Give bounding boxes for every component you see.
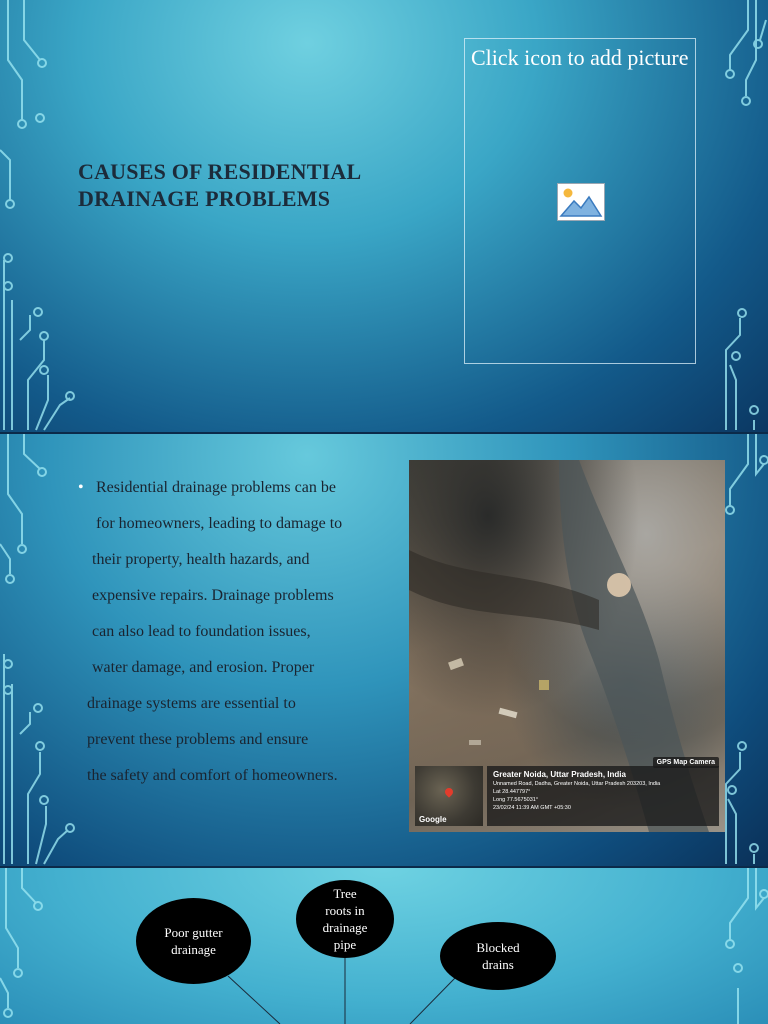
cause-label: pipe <box>333 937 357 952</box>
cause-label: drainage <box>171 942 216 957</box>
body-line: Residential drainage problems can be <box>96 479 336 496</box>
slide-title[interactable] <box>0 0 768 432</box>
map-pin-icon <box>443 786 454 797</box>
cause-label: drains <box>482 957 514 972</box>
cause-tree-roots[interactable] <box>296 880 394 958</box>
gps-lat: Lat 28.447797° <box>493 789 531 795</box>
body-line: expensive repairs. Drainage problems <box>92 587 334 604</box>
slide-title-text[interactable] <box>78 158 438 212</box>
title-line-1: CAUSES OF RESIDENTIAL <box>78 159 362 184</box>
gps-long: Long 77.5675031° <box>493 797 539 803</box>
body-line: their property, health hazards, and <box>92 551 310 568</box>
body-line: for homeowners, leading to damage to <box>96 515 343 532</box>
picture-icon[interactable] <box>557 183 605 221</box>
body-line: can also lead to foundation issues, <box>92 623 311 640</box>
body-text[interactable] <box>78 470 398 794</box>
gps-address: Unnamed Road, Dadha, Greater Noida, Uttar Pradesh 203203, India <box>493 781 661 787</box>
slide-causes[interactable] <box>0 868 768 1024</box>
gps-details <box>487 766 719 826</box>
slide-content[interactable] <box>0 434 768 866</box>
gps-timestamp: 23/02/24 11:39 AM GMT +05:30 <box>493 805 571 811</box>
gps-info-panel <box>415 766 719 826</box>
body-line: the safety and comfort of homeowners. <box>87 767 338 784</box>
gps-minimap <box>415 766 483 826</box>
gps-camera-badge: GPS Map Camera <box>653 757 719 768</box>
body-line: prevent these problems and ensure <box>87 731 309 748</box>
gps-location: Greater Noida, Uttar Pradesh, India <box>493 770 626 779</box>
map-brand: Google <box>419 815 447 824</box>
body-line: water damage, and erosion. Proper <box>92 659 315 676</box>
cause-label: drainage <box>322 920 368 935</box>
body-line: drainage systems are essential to <box>87 695 296 712</box>
circuit-decoration-left <box>0 0 80 432</box>
cause-label: Tree <box>333 886 357 901</box>
connector-lines <box>0 868 768 1024</box>
cause-label: roots in <box>325 903 365 918</box>
cause-label: Blocked <box>476 940 520 955</box>
cause-blocked-drains[interactable] <box>440 922 556 990</box>
drain-photo[interactable] <box>409 460 725 832</box>
cause-poor-gutter-drainage[interactable] <box>136 898 251 984</box>
cause-label: Poor gutter <box>164 925 223 940</box>
circuit-decoration-left <box>0 434 80 866</box>
bullet-marker: • <box>78 479 84 496</box>
picture-placeholder-text: Click icon to add picture <box>471 45 689 70</box>
picture-placeholder[interactable] <box>464 38 696 364</box>
title-line-2: DRAINAGE PROBLEMS <box>78 186 331 211</box>
